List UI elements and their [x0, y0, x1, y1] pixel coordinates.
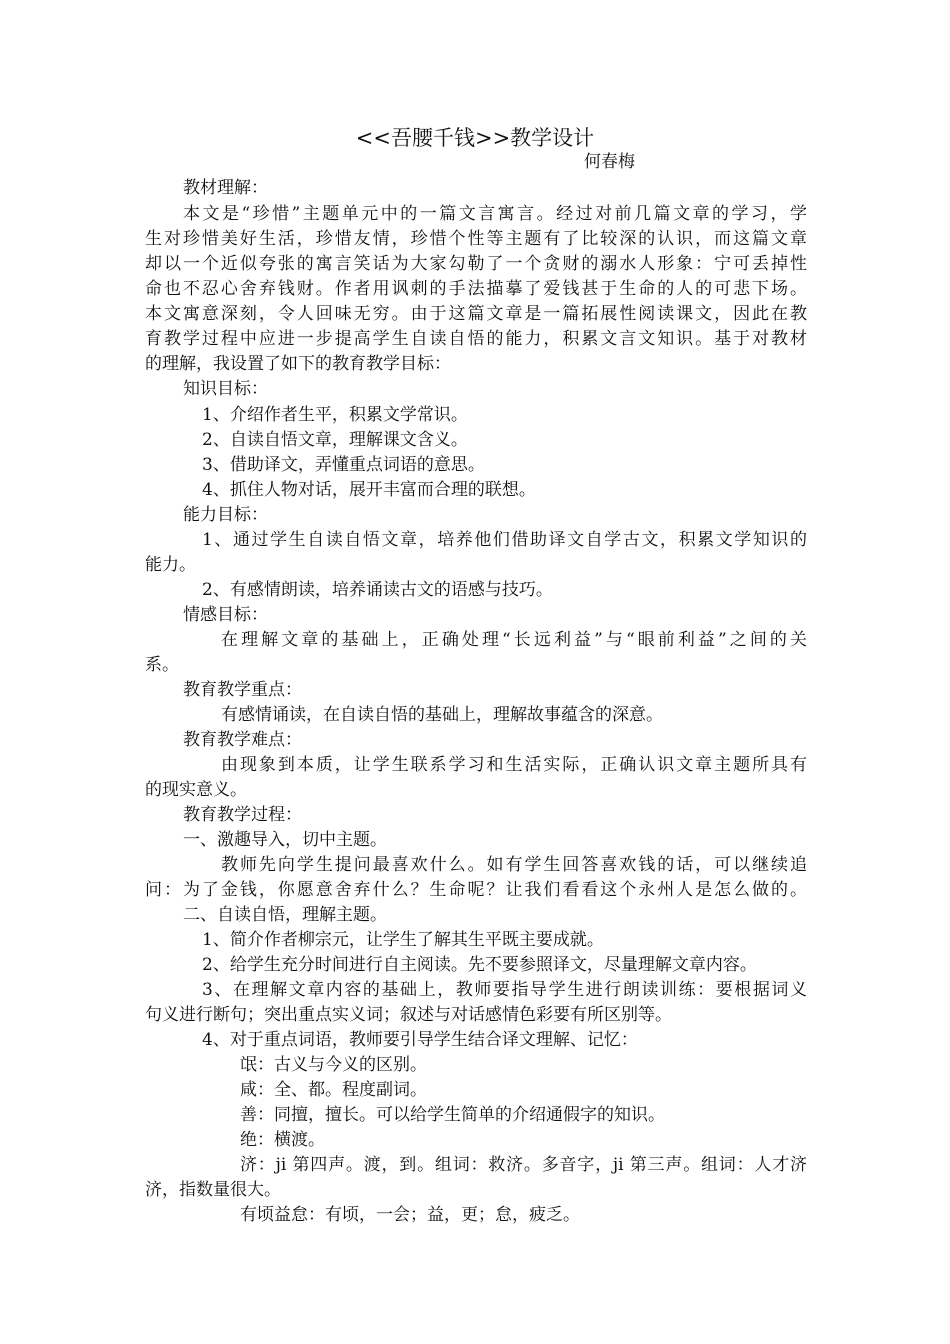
- paragraph-line: 的理解，我设置了如下的教育教学目标：: [145, 354, 451, 374]
- vocab-item: 氓：古义与今义的区别。: [240, 1055, 427, 1075]
- paragraph-line: 问：为了金钱，你愿意舍弃什么？生命呢？让我们看看这个永州人是怎么做的。: [145, 880, 807, 900]
- list-item: 4、对于重点词语，教师要引导学生结合译文理解、记忆：: [202, 1030, 638, 1050]
- list-item: 2、自读自悟文章，理解课文含义。: [202, 430, 468, 450]
- vocab-item: 善：同擅，擅长。可以给学生简单的介绍通假字的知识。: [240, 1105, 665, 1125]
- subsection-heading: 二、自读自悟，理解主题。: [183, 905, 387, 925]
- list-item: 1、介绍作者生平，积累文学常识。: [202, 405, 468, 425]
- author-name: 何春梅: [584, 152, 635, 172]
- paragraph-line: 在理解文章的基础上，正确处理“长远利益”与“眼前利益”之间的关: [221, 630, 807, 650]
- paragraph-line: 有感情诵读，在自读自悟的基础上，理解故事蕴含的深意。: [221, 705, 663, 725]
- list-item: 4、抓住人物对话，展开丰富而合理的联想。: [202, 480, 536, 500]
- subsection-heading: 一、激趣导入，切中主题。: [183, 830, 387, 850]
- paragraph-line: 的现实意义。: [145, 780, 247, 800]
- vocab-item: 咸：全、都。程度副词。: [240, 1080, 427, 1100]
- paragraph-line: 育教学过程中应进一步提高学生自读自悟的能力，积累文言文知识。基于对教材: [145, 329, 807, 349]
- list-item: 1、通过学生自读自悟文章，培养他们借助译文自学古文，积累文学知识的: [202, 530, 807, 550]
- section-heading: 情感目标：: [183, 605, 268, 625]
- section-heading: 教育教学重点：: [183, 680, 302, 700]
- list-item: 3、借助译文，弄懂重点词语的意思。: [202, 455, 485, 475]
- section-heading: 教育教学难点：: [183, 730, 302, 750]
- list-item: 3、在理解文章内容的基础上，教师要指导学生进行朗读训练：要根据词义: [202, 980, 807, 1000]
- list-item: 句义进行断句；突出重点实义词；叙述与对话感情色彩要有所区别等。: [145, 1005, 672, 1025]
- paragraph-line: 本文寓意深刻，令人回味无穷。由于这篇文章是一篇拓展性阅读课文，因此在教: [145, 304, 807, 324]
- paragraph-line: 命也不忍心舍弃钱财。作者用讽刺的手法描摹了爱钱甚于生命的人的可悲下场。: [145, 279, 807, 299]
- vocab-item: 济：ji 第四声。渡，到。组词：救济。多音字，ji 第三声。组词：人才济: [240, 1155, 807, 1175]
- paragraph-line: 教师先向学生提问最喜欢什么。如有学生回答喜欢钱的话，可以继续追: [221, 855, 807, 875]
- paragraph-line: 本文是“珍惜”主题单元中的一篇文言寓言。经过对前几篇文章的学习，学: [183, 204, 807, 224]
- section-heading: 教材理解：: [183, 178, 268, 198]
- list-item: 能力。: [145, 555, 196, 575]
- section-heading: 知识目标：: [183, 379, 268, 399]
- list-item: 2、有感情朗读，培养诵读古文的语感与技巧。: [202, 580, 553, 600]
- paragraph-line: 却以一个近似夸张的寓言笑话为大家勾勒了一个贪财的溺水人形象：宁可丢掉性: [145, 254, 807, 274]
- vocab-item: 有顷益怠：有顷，一会；益，更；怠，疲乏。: [240, 1205, 580, 1225]
- section-heading: 教育教学过程：: [183, 805, 302, 825]
- section-heading: 能力目标：: [183, 505, 268, 525]
- paragraph-line: 生对珍惜美好生活，珍惜友情，珍惜个性等主题有了比较深的认识，而这篇文章: [145, 229, 807, 249]
- vocab-item: 绝：横渡。: [240, 1130, 325, 1150]
- vocab-item: 济，指数量很大。: [145, 1180, 281, 1200]
- list-item: 2、给学生充分时间进行自主阅读。先不要参照译文，尽量理解文章内容。: [202, 955, 757, 975]
- document-title: <<吾腰千钱>>教学设计: [355, 126, 595, 150]
- list-item: 1、简介作者柳宗元，让学生了解其生平既主要成就。: [202, 930, 604, 950]
- paragraph-line: 系。: [145, 655, 179, 675]
- paragraph-line: 由现象到本质，让学生联系学习和生活实际，正确认识文章主题所具有: [221, 755, 807, 775]
